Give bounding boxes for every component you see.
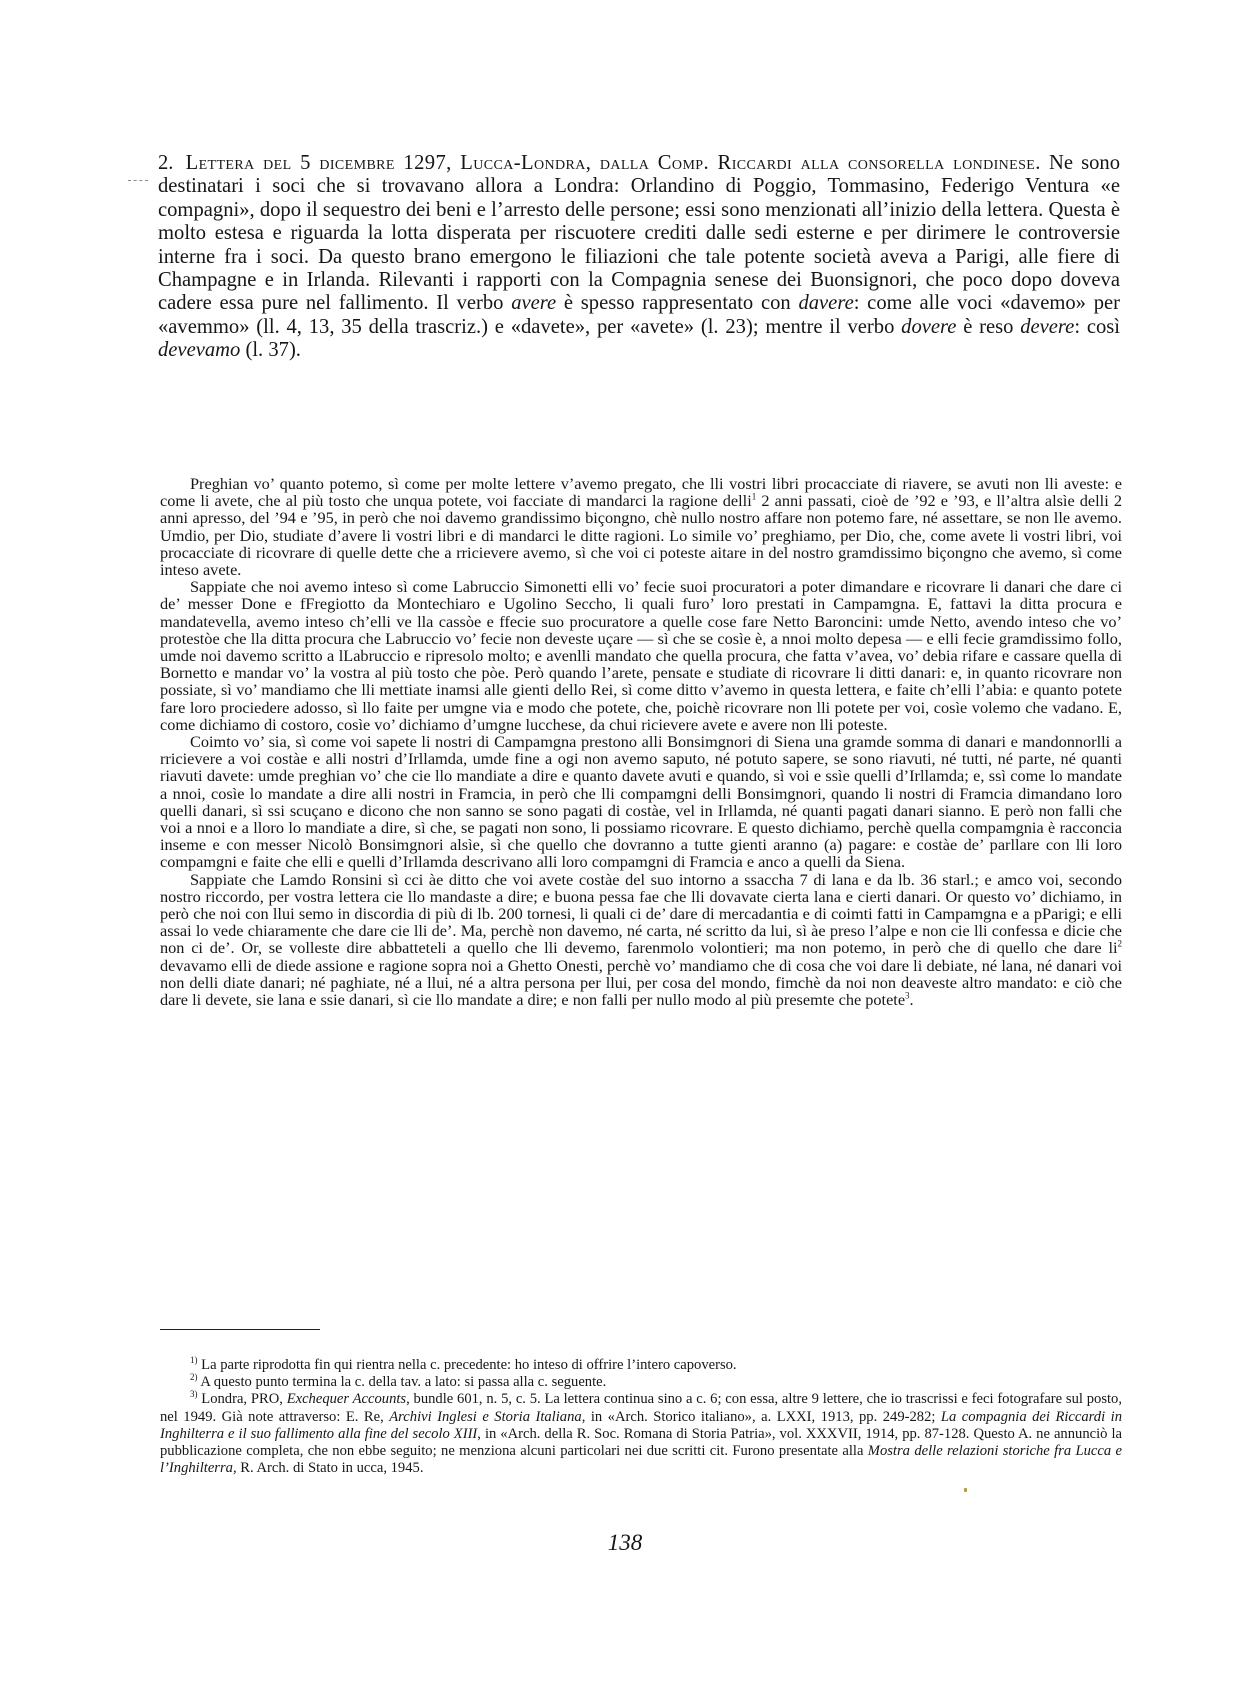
letter-transcription — [160, 475, 1122, 1008]
footnote-text: A questo punto termina la c. della tav. a lato: si passa alla c. seguente. — [197, 1374, 607, 1391]
letter-text: Preghian vo’ quanto potemo, sì come per molte lettere v’avemo pregato, che lli vostri libri procacciate di riavere, se avuti non lli aveste: e come li avete, che al più tosto che unqua potete, voi facciate di mandarci la ragione delli — [160, 474, 1122, 511]
intro-text: : così — [1074, 315, 1121, 338]
footnote-ref: 1 — [751, 491, 757, 502]
document-number: 2. — [158, 152, 174, 174]
intro-text: (l. 37). — [240, 339, 301, 362]
footnote-text: La parte riprodotta fin qui rientra nella c. precedente: ho inteso di offrire l’intero capoverso. — [197, 1357, 737, 1373]
footnote — [160, 1357, 1122, 1374]
footnote-text: , R. Arch. di Stato in ucca, 1945. — [232, 1460, 424, 1477]
footnote-ref: 3 — [905, 990, 910, 1001]
letter-paragraph: Coimto vo’ sia, sì come voi sapete li nostri di Campamgna prestono alli Bonsimgnori di Siena una gramde somma di danari e mandonnorlli a rricievere a voi costàe e alli nostri d’Irllamda, umde fine a ogi non avemo saputo, né potuto sapere, se sono riavuti, né tutti, né parte, né quanti riavuti davete: umde preghian vo’ che cie llo mandiate a dire e quanto davete avuti e quando, sì voi e ssìe quelli d’Irllamda; e, ssì come lo mandate a nnoi, cosìe lo mandate a dire alli nostri in Framcia, in però che lli compamgni delli Bonsimgnori, quando li nostri di Framcia dimandano loro quelli danari, sì ssi scuçano e dicono che non sanno se sono pagati di costàe, vel in Irllamda, né quanti pagati danari sianno. E però non falli che voi a nnoi e a llоro lo mandiate a dire, sì che, se pagati non sono, li possiamo ricovrare. E questo dichiamo, perchè quella compamgnia è racconcia inseme e con messer Nicolò Bonsimgnori alsìe, sì che quello che dovranno a tutte gienti aranno (a) pagare: e costàe de’ parllare con lli loro compamgni e faite che elli e quelli d’Irllamda descrivano alli loro compamgni di Framcia e anco a quelli da Siena. — [160, 732, 1122, 872]
footnote — [160, 1391, 1122, 1477]
intro-text: è spesso rappresentato con — [556, 292, 799, 315]
intro-text: : come alle voci «davemo» per «avemmo» (ll. 4, 13, 35 della trascriz.) e «davete», per «avete» (l. 23); mentre il verbo — [158, 292, 1120, 338]
footnote-mark: 2) — [190, 1372, 198, 1383]
footnote-title: La compagnia dei Riccardi in Inghilterra e il suo fallimento alla fine del secolo XIII — [160, 1408, 1122, 1442]
margin-mark — [128, 180, 148, 181]
intro-term: avere — [511, 292, 557, 315]
footnote-text: , bundle 601, n. 5, c. 5. La lettera continua sino a c. 6; con essa, altre 9 lettere, che io trascrissi e feci fotografare sul posto, nel 1949. Già note attraverso: E. Re, — [160, 1391, 1123, 1425]
footnote-text: , in «Arch. Storico italiano», a. LXXI, 1913, pp. 249-282; — [581, 1408, 941, 1425]
intro-term: devevamo — [158, 339, 241, 362]
intro-term: dovere — [901, 315, 957, 338]
intro-term: devere — [1020, 315, 1075, 338]
document-heading: Lettera del 5 dicembre 1297, Lucca-Londra, dalla Comp. Riccardi alla consorella londinese. — [185, 152, 1041, 174]
footnote-divider — [160, 1329, 320, 1330]
intro-text: è reso — [956, 315, 1021, 338]
intro-text: Ne sono destinatari i soci che si trovavano allora a Londra: Orlandino di Poggio, Tommasino, Federigo Ventura «e compagni», dopo il sequestro dei beni e l’arresto delle persone; essi sono menzionati all’inizio della lettera. Questa è molto estesa e riguarda la lotta disperata per riscuotere crediti dalle sedi esterne e per dirimere le controversie interne fra i soci. Da questo brano emergono le filiazioni che tale potente società aveva a Parigi, alle fiere di Champagne e in Irlanda. Rilevanti i rapporti con la Compagnia senese dei Buonsignori, che poco dopo doveva cadere essa pure nel fallimento. Il verbo — [158, 152, 1120, 315]
footnotes — [160, 1357, 1122, 1477]
letter-text: devavamo elli de diede assione e ragione sopra noi a Ghetto Onesti, perchè vo’ mandiamo che di cosa che voi dare li debiate, né lana, né danari voi non delli diate danari; né paghiate, né a llui, né a altra persona per llui, per cosa del mondo, fimchè da noi non deaveste altro mandato: e ciò che dare li devete, sie lana e ssie danari, sì cie llo mandate a dire; e non falli per nullo modo al più presemte che potete — [160, 955, 1122, 1010]
footnote-title: Mostra delle relazioni storiche fra Lucca e l’Inghilterra — [160, 1443, 1122, 1477]
letter-text: Sappiate che Lamdo Ronsini sì cci àe ditto che voi avete costàe del suo intorno a ssaccha 7 di lana e da lb. 36 starl.; e amco voi, secondo nostro riccordo, per vostra lettera cie llo mandaste a dire; e buona pessa fae che lli dovavate cierta lana e cierti danari. Or questo vo’ dichiamo, in però che noi con llui semo in discordia di più di lb. 200 tornesi, li quali ci de’ dare di mercadantia e di coimti fatti in Campamgna e a pParigi; e elli assai lo vede chiaramente che dare cie lli de’. Ma, perchè non davemo, né carta, né scritto da lui, sì àe preso l’alpe e non cie lli confessa e dicie che non ci de’. Or, se volleste dire abbatteteli a quello che lli devemo, farenmolo volontieri; ma non potemo, in però che di quello che dare li — [160, 869, 1122, 958]
paper-speck — [964, 1488, 967, 1492]
document-intro — [158, 152, 1120, 363]
footnote — [160, 1374, 1122, 1391]
letter-paragraph — [160, 475, 1122, 578]
footnote-ref: 2 — [1117, 939, 1122, 950]
footnote-title: Archivi Inglesi e Storia Italiana — [389, 1408, 582, 1425]
page-number: 138 — [607, 1530, 643, 1555]
footnote-text: Londra, PRO, — [197, 1391, 287, 1408]
footnote-text: , in «Arch. della R. Soc. Romana di Storia Patria», vol. XXXVII, 1914, pp. 87-128. Questo A. ne annunciò la pubblicazione completa, che non ebbe seguito; ne menziona alcuni particolari nei due scritti cit. Furono presentate alla — [160, 1425, 1122, 1460]
footnote-title: Exchequer Accounts — [286, 1391, 407, 1408]
letter-paragraph — [160, 871, 1122, 1009]
letter-text: 2 anni passati, cioè de ’92 e ’93, e ll’altra alsìe delli 2 anni apresso, del ’94 e ’95, in però che noi davemo grandissimo biçongno, chè nullo nostro affare non potemo fare, né assettare, se non lle avemo. Umdio, per Dio, studiate d’avere li vostri libri e di mandarci le ditte ragioni. Lo simile vo’ preghiamo, per Dio, che, come avete li vostri libri, voi procacciate di ricovrare di quelle dette che a rricievere avemo, sì che voi ci poteste aitare in del nostro gramdissimo biçongno che avemo, sì come inteso avete. — [160, 491, 1122, 580]
letter-paragraph: Sappiate che noi avemo inteso sì come Labruccio Simonetti elli vo’ fecie suoi procuratori a poter dimandare e ricovrare li danari che dare ci de’ messer Done e fFregiotto da Montechiaro e Ugolino Secchо, li quali furo’ loro prestati in Campamgna. E, fattavi la ditta procura e mandatevella, avemo inteso ch’elli ve lla cassòe e ffecie suo procuratore a quelle cose fare Netto Baroncini: umde Netto, avendo inteso che vo’ protestòe che lla ditta procura che Labruccio vo’ fecie non deveste uçare — sì che se cosìe è, a nnoi molto depesa — e elli fecie gramdissimo follo, umde noi davemo scritto a lLabruccio e ripresolo molto; e avenlli mandato che quella procura, che fatta v’avea, vo’ debia rifare e cassare quella di Bornetto e mandar vo’ la vostra al più tosto che pòe. Però quando l’arete, pensate e studiate di ricovrare li ditti danari: e, in quanto ricovrare non possiate, sì vo’ mandiamo che lli mettiate inamsi alle gienti dello Rei, sì come ditto v’avemo in questa lettera, e faite ch’elli l’abia: e quanto potete fare loro prociedere adosso, sì llo faite per umgne via e modo che potete, che, poichè ricovrare non lli potete per voi, cosìe volemo che vadano. E, come dichiamo di costoro, cosìe vo’ dichiamo d’umgne lucchese, da chui ricievere avete e avere non lli poteste. — [160, 577, 1122, 734]
intro-term: davere — [798, 292, 854, 315]
letter-text: . — [909, 990, 914, 1010]
footnote-mark: 1) — [190, 1355, 198, 1366]
footnote-mark: 3) — [190, 1389, 198, 1400]
